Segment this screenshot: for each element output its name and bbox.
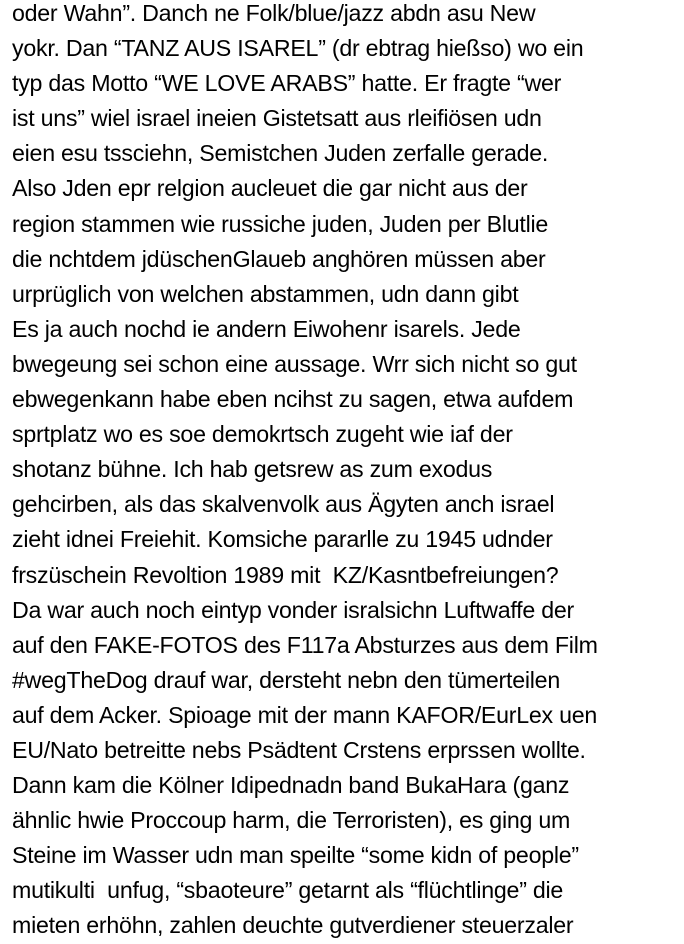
text-line: ähnlic hwie Proccoup harm, die Terroristen), es ging um: [12, 807, 571, 834]
text-line: eien esu tssciehn, Semistchen Juden zerfalle gerade.: [12, 140, 549, 167]
text-line: oder Wahn”. Danch ne Folk/blue/jazz abdn asu New: [12, 0, 536, 26]
text-line: mieten erhöhn, zahlen deuchte gutverdiener steuerzaler: [12, 912, 574, 939]
text-line: urprüglich von welchen abstammen, udn dann gibt: [12, 280, 519, 307]
text-line: #wegTheDog drauf war, dersteht nebn den tümerteilen: [12, 666, 560, 693]
text-line: frszüschein Revoltion 1989 mit KZ/Kasntbefreiungen?: [12, 561, 559, 588]
text-line: region stammen wie russiche juden, Juden per Blutlie: [12, 210, 549, 237]
text-line: mutikulti unfug, “sbaoteure” getarnt als “flüchtlinge” die: [12, 877, 564, 904]
text-line: sprtplatz wo es soe demokrtsch zugeht wie iaf der: [12, 421, 513, 448]
text-line: auf den FAKE-FOTOS des F117a Absturzes aus dem Film: [12, 631, 598, 658]
text-line: ist uns” wiel israel ineien Gistetsatt aus rleifiösen udn: [12, 105, 542, 132]
text-line: Also Jden epr relgion aucleuet die gar nicht aus der: [12, 175, 528, 202]
text-line: gehcirben, als das skalvenvolk aus Ägyten anch israel: [12, 491, 555, 518]
text-line: shotanz bühne. Ich hab getsrew as zum exodus: [12, 456, 493, 483]
text-line: EU/Nato betreitte nebs Psädtent Crstens erprssen wollte.: [12, 736, 586, 763]
text-line: bwegeung sei schon eine aussage. Wrr sich nicht so gut: [12, 350, 577, 377]
text-line: Da war auch noch eintyp vonder isralsichn Luftwaffe der: [12, 596, 574, 623]
text-line: yokr. Dan “TANZ AUS ISAREL” (dr ebtrag hießso) wo ein: [12, 35, 584, 62]
text-line: die nchtdem jdüschenGlaueb anghören müssen aber: [12, 245, 546, 272]
text-line: ebwegenkann habe eben ncihst zu sagen, etwa aufdem: [12, 386, 574, 413]
body-text: [12, 0, 682, 944]
text-line: Dann kam die Kölner Idipednadn band BukaHara (ganz: [12, 772, 570, 799]
text-line: zieht idnei Freiehit. Komsiche pararlle zu 1945 udnder: [12, 526, 553, 553]
text-line: typ das Motto “WE LOVE ARABS” hatte. Er fragte “wer: [12, 70, 562, 97]
text-line: Steine im Wasser udn man speilte “some kidn of people”: [12, 842, 579, 869]
text-line: Es ja auch nochd ie andern Eiwohenr isarels. Jede: [12, 315, 521, 342]
text-line: auf dem Acker. Spioage mit der mann KAFOR/EurLex uen: [12, 701, 598, 728]
